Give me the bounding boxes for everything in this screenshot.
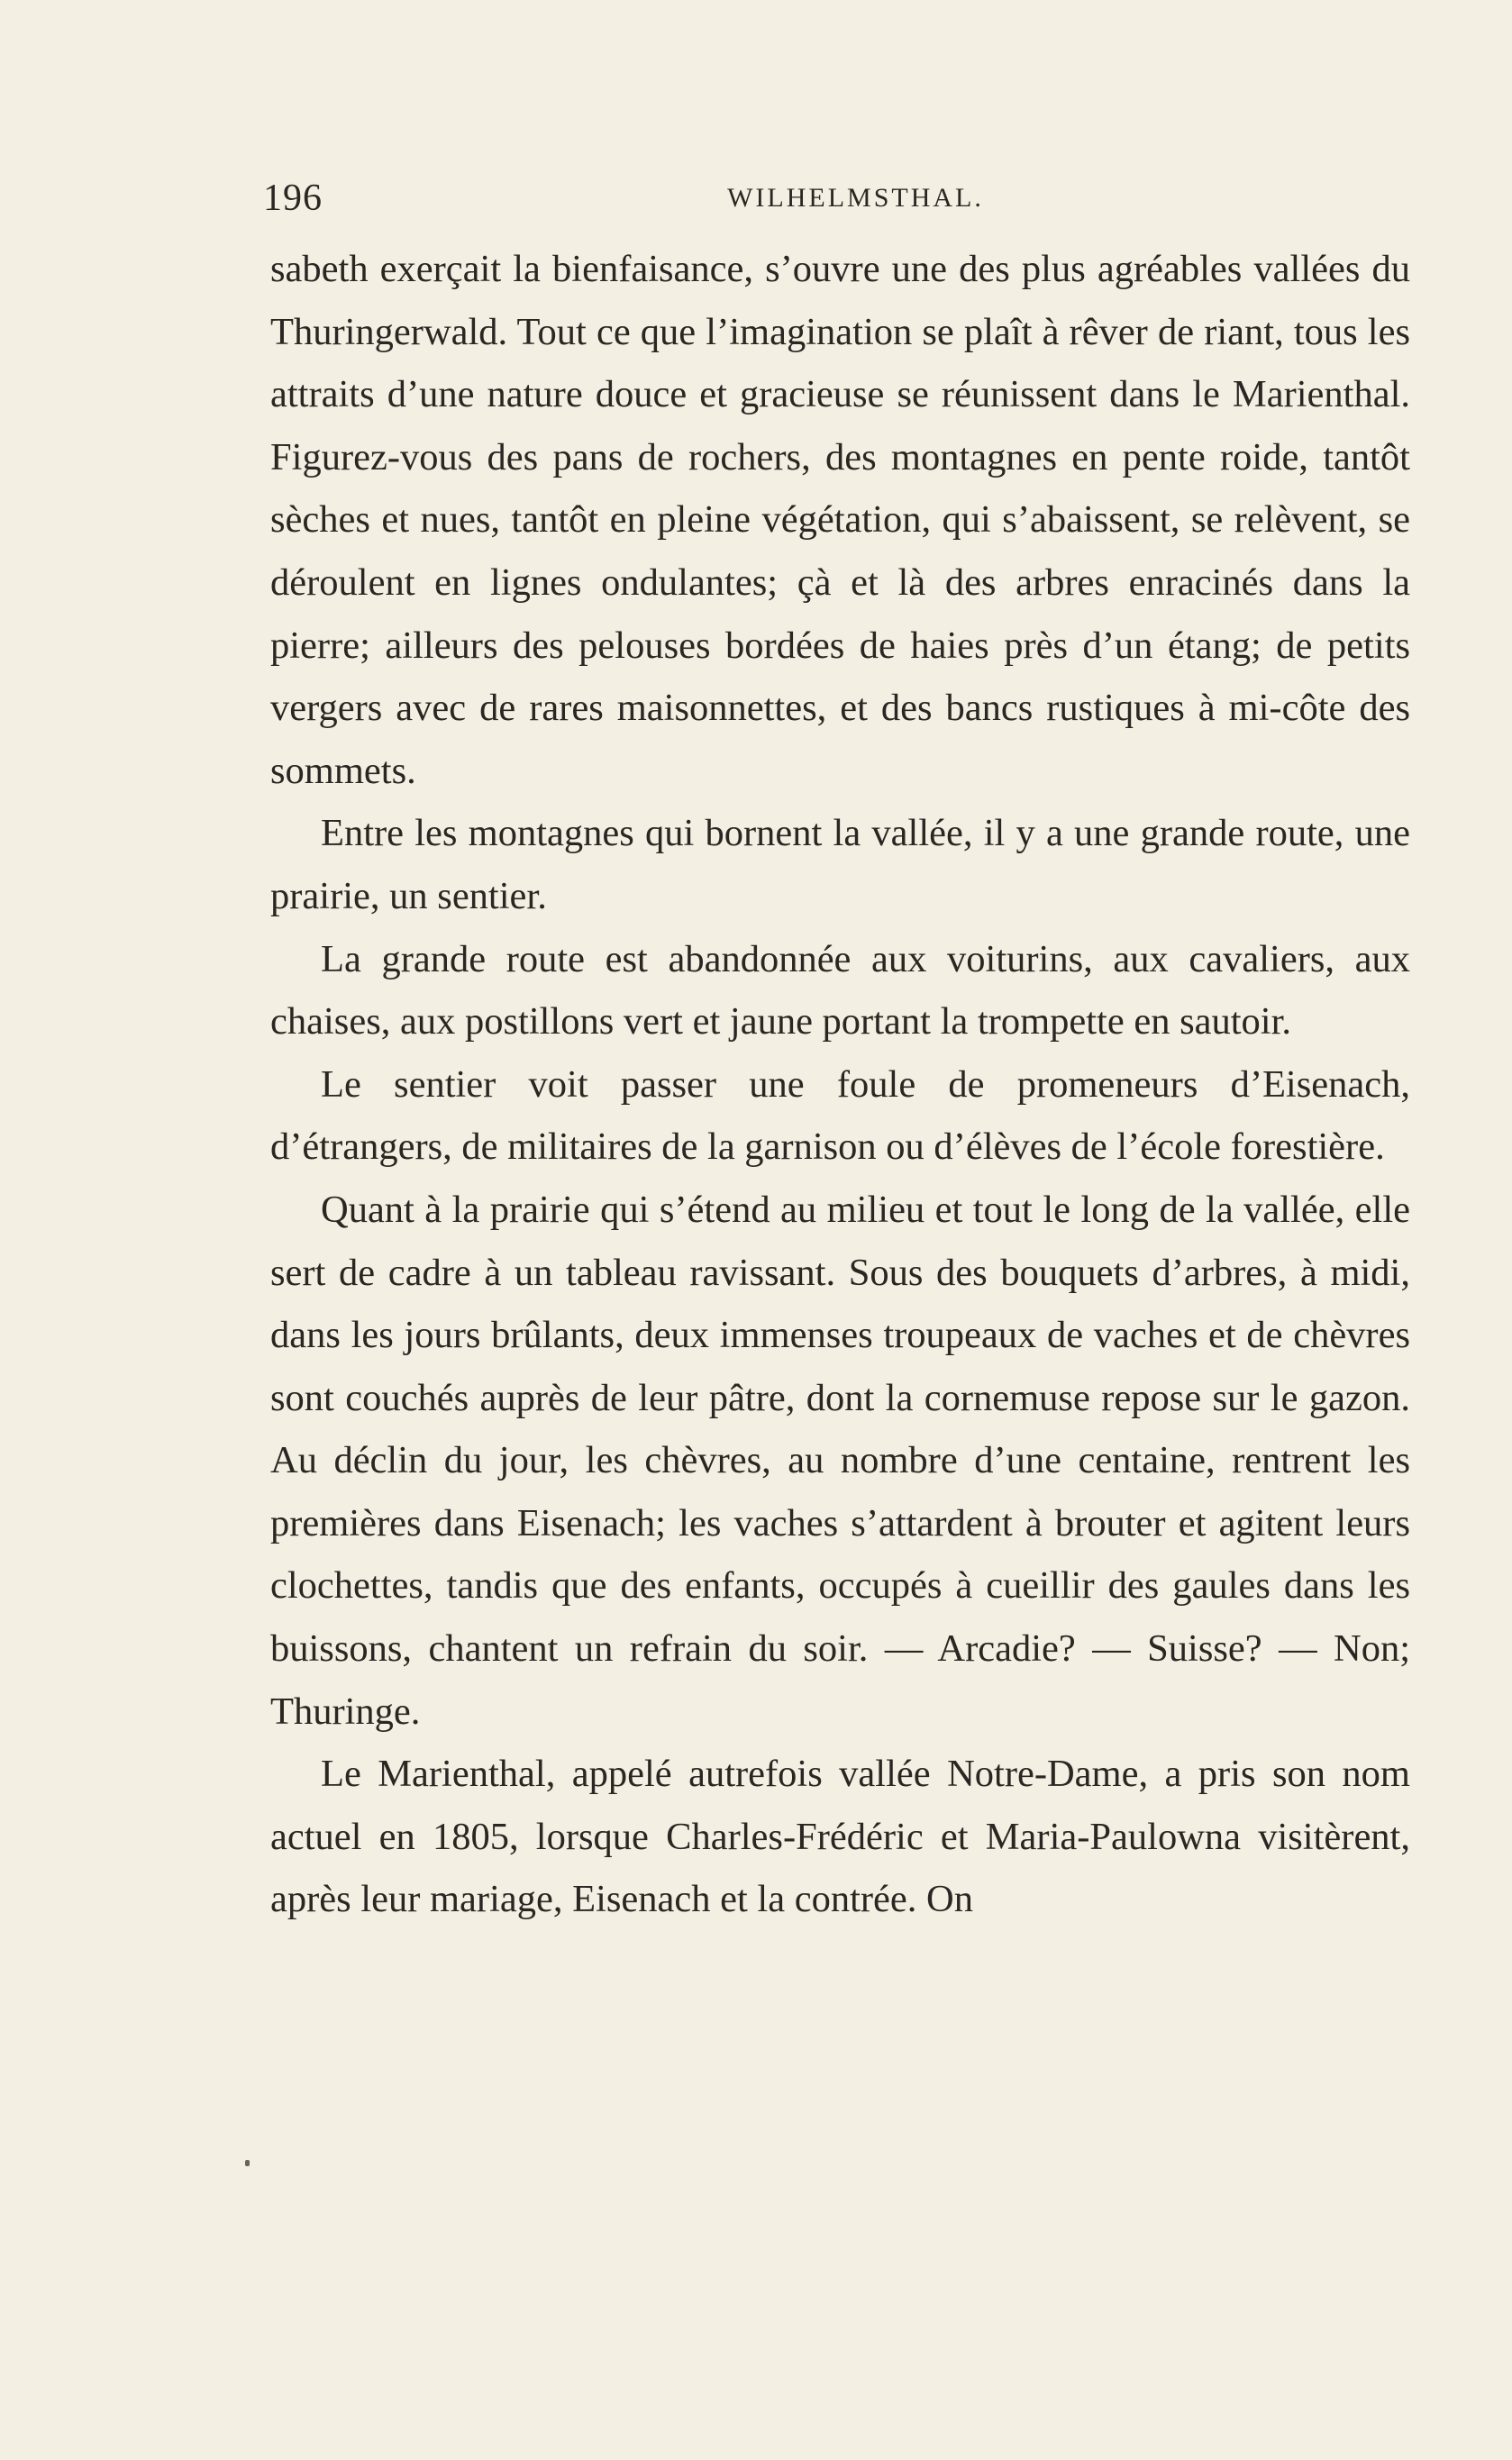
paragraph-2: Entre les montagnes qui bornent la vallée, il y a une grande route, une prairie, un sentier. (270, 812, 1410, 917)
page-number: 196 (263, 178, 323, 219)
paragraph-1: sabeth exerçait la bienfaisance, s’ouvre une des plus agréables vallées du Thuringerwald. Tout ce que l’imagination se plaît à rêver de riant, tous les attraits d’une nature douce et gracieuse se réunissent dans le Marienthal. Figurez-vous des pans de rochers, des montagnes en pente roide, tantôt sèches et nues, tantôt en pleine végétation, qui s’abaissent, se relèvent, se déroulent en lignes ondulantes; çà et là des arbres enracinés dans la pierre; ailleurs des pelouses bordées de haies près d’un étang; de petits vergers avec de rares maisonnettes, et des bancs rustiques à mi-côte des sommets. (270, 248, 1410, 792)
paragraph-5: Quant à la prairie qui s’étend au milieu et tout le long de la vallée, elle sert de cadre à un tableau ravissant. Sous des bouquets d’arbres, à midi, dans les jours brûlants, deux immenses troupeaux de vaches et de chèvres sont couchés auprès de leur pâtre, dont la cornemuse repose sur le gazon. Au déclin du jour, les chèvres, au nombre d’une centaine, rentrent les premières dans Eisenach; les vaches s’attardent à brouter et agitent leurs clochettes, tandis que des enfants, occupés à cueillir des gaules dans les buissons, chantent un refrain du soir. — Arcadie? — Suisse? — Non; Thuringe. (270, 1188, 1410, 1733)
paragraph-6: Le Marienthal, appelé autrefois vallée Notre-Dame, a pris son nom actuel en 1805, lorsque Charles-Frédéric et Maria-Paulowna visitèrent, après leur mariage, Eisenach et la contrée. On (270, 1753, 1410, 1921)
page-header (263, 171, 1412, 225)
body-text (270, 238, 1410, 1931)
ink-speck (245, 2160, 250, 2166)
paragraph-3: La grande route est abandonnée aux voiturins, aux cavaliers, aux chaises, aux postillons vert et jaune portant la trompette en sautoir. (270, 937, 1410, 1043)
paragraph-4: Le sentier voit passer une foule de promeneurs d’Eisenach, d’étrangers, de militaires de la garnison ou d’élèves de l’école forestière. (270, 1062, 1410, 1169)
running-head: WILHELMSTHAL. (727, 183, 984, 213)
